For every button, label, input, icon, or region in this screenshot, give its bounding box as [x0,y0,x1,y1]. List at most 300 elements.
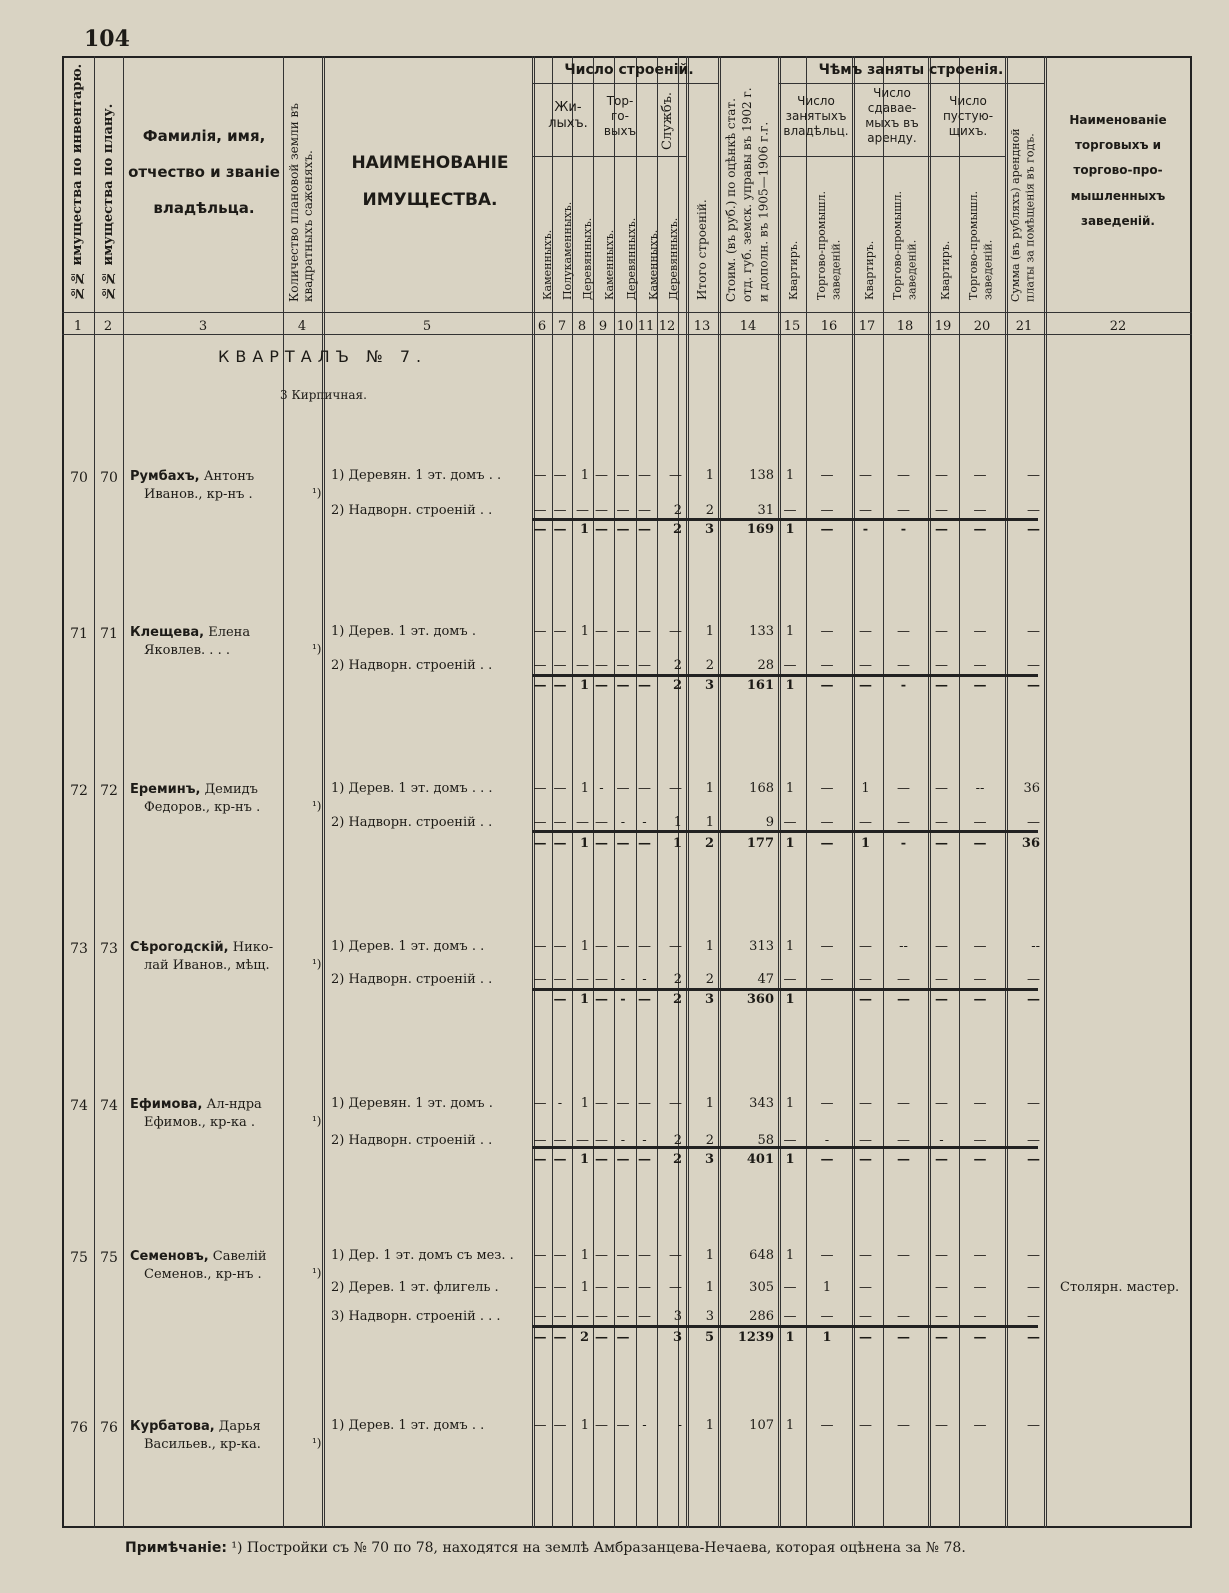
total-cell-c12: 2 [672,678,682,693]
row-cell-c6: — [533,658,547,673]
total-cell-c6: — [533,678,547,693]
column-number: 15 [783,319,801,334]
header-col22 [1046,108,1190,234]
row-cell-c8: — [576,658,589,673]
total-cell-c8: 1 [579,678,589,693]
total-cell-c8: 1 [579,1152,589,1167]
column-number: 11 [637,319,655,334]
land-note: ¹) [312,1436,322,1450]
establishment-name: Столярн. мастер. [1060,1280,1180,1295]
property-name: 2) Надворн. строеній . . [331,658,493,673]
header-col19: Квартиръ. [939,240,952,300]
row-cell-c17: — [859,939,872,954]
header-sub-empty-3: щихъ. [948,124,988,138]
header-sub-torgovykh-3: выхъ [603,124,637,138]
row-cell-c15: — [783,815,797,830]
row-cell-c17: 1 [861,781,870,796]
row-cell-c18: — [897,503,910,518]
column-number: 19 [934,319,952,334]
total-cell-c19: — [935,1152,948,1167]
row-cell-c14: 286 [749,1309,774,1324]
row-cell-c9: — [595,1418,608,1433]
row-cell-c14: 9 [765,815,774,830]
row-cell-c16: — [820,1248,834,1263]
header-col22-line3: торгово-про- [1073,163,1163,178]
row-cell-c12: 2 [673,972,682,987]
column-number: 20 [973,319,991,334]
row-cell-c10: — [616,1280,630,1295]
row-cell-c10: — [616,1309,630,1324]
row-cell-c10: — [616,658,630,673]
row-cell-c9: — [595,468,608,483]
row-cell-c10: - [620,972,626,987]
header-col5-line2: ИМУЩЕСТВА. [362,190,498,211]
row-cell-c18: — [897,658,910,673]
total-cell-c9: — [595,1330,608,1345]
header-col12: Деревянныхъ. [667,217,680,300]
owner-line1 [130,1418,261,1436]
total-cell-c15: 1 [785,1152,795,1167]
total-cell-c17: — [859,678,872,693]
header-sub-rented-2: сдавае- [867,101,917,115]
row-cell-c16: — [820,503,834,518]
total-cell-c13: 2 [704,836,714,851]
row-cell-c6: — [533,815,547,830]
total-cell-c17: — [859,1330,872,1345]
row-cell-c14: 107 [749,1418,774,1433]
row-cell-c14: 138 [749,468,774,483]
row-cell-c20: — [973,1133,987,1148]
column-number: 22 [1109,319,1127,334]
row-cell-c11: — [638,624,651,639]
row-cell-c16: — [820,781,834,796]
row-cell-c20: — [973,1096,987,1111]
total-cell-c17: — [859,1152,872,1167]
total-cell-c13: 3 [704,522,714,537]
row-cell-c8: 1 [580,781,589,796]
row-cell-c14: 305 [749,1280,774,1295]
row-cell-c12: - [677,1418,682,1433]
total-cell-c8: 2 [579,1330,589,1345]
header-sub-rented-3: мыхъ въ [865,116,919,130]
header-col20-line1: Торгово-промышл. [967,191,980,300]
column-number: 5 [422,319,432,334]
header-col18 [891,160,921,300]
total-cell-c16: — [820,678,834,693]
row-cell-c20: — [973,1309,987,1324]
row-cell-c19: — [935,1248,948,1263]
column-number: 1 [73,319,83,334]
row-cell-c13: 1 [705,1418,714,1433]
row-cell-c8: 1 [580,624,589,639]
row-cell-c13: 2 [705,1133,714,1148]
owner-line2: Яковлев. . . . [144,642,230,658]
owner-name-block [130,1418,261,1453]
header-sub-empty [930,94,1006,139]
row-cell-c20: — [973,624,987,639]
row-cell-c7: — [553,1248,567,1263]
header-sub-empty-2: пустую- [942,109,994,123]
row-cell-c18: — [897,1133,910,1148]
row-cell-c6: — [533,1248,547,1263]
row-cell-c17: — [859,624,872,639]
row-cell-c15: — [783,1280,797,1295]
owner-firstname: Ал-ндра [202,1097,262,1112]
row-cell-c15: — [783,972,797,987]
footnote-label: Примѣчаніе: [125,1540,227,1556]
row-cell-c15: — [783,503,797,518]
total-cell-c21: — [1027,1330,1040,1345]
total-cell-c15: 1 [785,992,795,1007]
row-cell-c17: — [859,972,872,987]
row-cell-c16: 1 [822,1280,832,1295]
row-cell-c6: — [533,972,547,987]
column-number: 9 [598,319,608,334]
total-cell-c8: 1 [579,836,589,851]
total-cell-c14: 1239 [737,1330,774,1345]
street-name: 3 Кирпичная. [280,388,367,402]
row-rule [532,674,1038,677]
total-cell-c18: — [897,1152,910,1167]
row-cell-c21: — [1027,1133,1040,1148]
owner-line2: лай Иванов., мѣщ. [144,957,270,973]
row-cell-c13: 2 [705,658,714,673]
row-cell-c11: — [638,1309,651,1324]
header-col22-line4: мышленныхъ [1070,188,1166,203]
owner-line1 [130,1248,267,1266]
row-cell-c8: 1 [580,468,589,483]
column-number: 13 [693,319,711,334]
row-cell-c17: — [859,1133,872,1148]
total-cell-c15: 1 [785,522,795,537]
row-cell-c18: — [897,781,910,796]
header-col22-line5: заведеній. [1080,213,1155,228]
row-cell-c21: — [1027,815,1040,830]
row-cell-c15: 1 [785,1418,795,1433]
total-cell-c20: — [973,522,987,537]
header-col5-line1: НАИМЕНОВАНІЕ [351,153,509,173]
row-cell-c7: — [553,624,567,639]
row-rule [778,83,1044,84]
total-cell-c15: 1 [785,678,795,693]
header-col4: Количество плановой земли въ квадратныхъ саженяхъ. [287,103,315,302]
property-name: 2) Надворн. строеній . . [331,503,493,518]
plan-number: 70 [100,470,118,486]
plan-number: 71 [100,626,118,642]
header-sub-sluzhb: Службъ. [660,91,675,150]
header-col5 [330,145,530,220]
row-cell-c16: — [820,1418,834,1433]
total-cell-c6: — [533,1330,547,1345]
header-sub-rented-4: аренду. [867,131,917,145]
row-cell-c20: — [973,1280,987,1295]
property-name: 1) Дерев. 1 эт. домъ . . [331,939,485,954]
header-col20 [967,160,997,300]
row-cell-c11: — [638,1280,651,1295]
row-cell-c18: — [897,1248,910,1263]
row-rule [532,1325,1038,1328]
column-number: 6 [537,319,547,334]
header-col6: Каменныхъ. [541,229,554,300]
row-cell-c11: — [638,1248,651,1263]
row-cell-c13: 1 [705,1280,714,1295]
total-cell-c10: — [616,1330,630,1345]
total-cell-c7: — [553,992,567,1007]
row-cell-c9: - [599,781,604,796]
row-cell-c6: — [533,939,547,954]
row-cell-c10: — [616,781,630,796]
total-cell-c14: 177 [746,836,774,851]
total-cell-c18: - [900,836,907,851]
total-cell-c7: — [553,522,567,537]
total-cell-c21: — [1027,992,1040,1007]
row-cell-c12: — [669,1096,682,1111]
plan-number: 73 [100,941,118,957]
total-cell-c16: 1 [822,1330,832,1345]
row-cell-c9: — [595,624,608,639]
row-cell-c7: — [553,1133,567,1148]
header-sub-torgovykh-2: го- [611,109,629,123]
column-number: 14 [739,319,757,334]
row-cell-c15: 1 [785,624,795,639]
header-col16-line2: заведеній. [829,239,843,300]
row-cell-c11: - [642,972,647,987]
header-col10: Деревянныхъ. [625,217,638,300]
row-cell-c20: -- [975,781,985,796]
row-cell-c7: — [553,1418,567,1433]
total-cell-c6: — [533,522,547,537]
row-cell-c21: — [1027,503,1040,518]
header-col18-line1: Торгово-промышл. [891,191,904,300]
total-cell-c15: 1 [785,836,795,851]
row-cell-c15: 1 [785,1096,795,1111]
header-col14-line1: Стоим. (въ руб.) по оцѣнкѣ стат. [724,98,738,302]
row-cell-c20: — [973,503,987,518]
total-cell-c18: — [897,1330,910,1345]
total-cell-c12: 3 [672,1330,682,1345]
row-cell-c20: — [973,1248,987,1263]
total-cell-c17: 1 [860,836,871,851]
column-number: 8 [577,319,587,334]
row-cell-c9: — [595,1133,608,1148]
total-cell-c9: — [595,992,608,1007]
header-col21-line2: платы за помѣщенія въ годъ. [1023,133,1037,302]
row-rule [778,156,1005,157]
row-cell-c8: 1 [580,1096,589,1111]
total-cell-c11: — [638,992,651,1007]
row-cell-c19: — [935,624,948,639]
row-cell-c21: — [1027,468,1040,483]
row-cell-c7: — [553,939,567,954]
row-cell-c7: - [557,1096,563,1111]
owner-name-block [130,468,254,503]
row-cell-c17: — [859,815,872,830]
row-cell-c13: 1 [705,468,714,483]
total-cell-c19: — [935,678,948,693]
header-col3-line2: отчество и званіе [128,163,280,181]
total-cell-c21: 36 [1021,836,1040,851]
column-number: 17 [858,319,876,334]
row-cell-c20: — [973,468,987,483]
header-sub-owner-1: Число [797,94,835,108]
total-cell-c16: — [820,1152,834,1167]
owner-name-block [130,1248,267,1283]
row-cell-c19: — [935,1096,948,1111]
row-cell-c8: — [576,972,589,987]
row-cell-c8: — [576,1133,589,1148]
row-cell-c8: 1 [580,1280,589,1295]
total-cell-c18: - [900,522,907,537]
row-cell-c9: — [595,658,608,673]
total-cell-c16: — [820,836,834,851]
total-cell-c11: — [638,1152,651,1167]
row-cell-c6: — [533,1280,547,1295]
row-cell-c18: — [897,468,910,483]
row-cell-c8: 1 [580,1248,589,1263]
total-cell-c14: 401 [746,1152,774,1167]
total-cell-c9: — [595,522,608,537]
row-cell-c12: 2 [673,503,682,518]
row-cell-c13: 3 [705,1309,714,1324]
header-col14 [723,64,773,302]
row-cell-c15: 1 [785,939,795,954]
row-cell-c10: — [616,939,630,954]
total-cell-c19: — [935,1330,948,1345]
header-col17: Квартиръ. [863,240,876,300]
row-cell-c12: 3 [673,1309,682,1324]
owner-firstname: Елена [204,625,251,640]
total-cell-c16: — [820,522,834,537]
header-col1: №№ имущества по инвентарю. [70,63,85,300]
owner-firstname: Нико- [228,940,274,955]
property-name: 1) Дерев. 1 эт. домъ . . . [331,781,493,796]
row-cell-c18: — [897,972,910,987]
header-col18-line2: заведеній. [905,239,919,300]
row-cell-c18: — [897,1418,910,1433]
owner-firstname: Дарья [214,1419,261,1434]
row-cell-c19: — [935,972,948,987]
row-cell-c10: — [616,624,630,639]
plan-number: 75 [100,1250,118,1266]
total-cell-c9: — [595,1152,608,1167]
property-name: 2) Надворн. строеній . . [331,1133,493,1148]
header-sub-zhilykh-1: Жи- [554,100,582,115]
row-cell-c9: — [595,1309,608,1324]
plan-number: 74 [100,1098,118,1114]
owner-line1 [130,468,254,486]
column-number: 21 [1015,319,1033,334]
row-rule [532,83,718,84]
row-cell-c14: 28 [757,658,774,673]
row-cell-c16: — [820,468,834,483]
row-cell-c19: — [935,1418,948,1433]
header-sub-zhilykh [538,100,598,133]
total-cell-c13: 3 [704,1152,714,1167]
owner-surname: Сѣрогодскій, [130,940,229,955]
row-cell-c21: — [1027,658,1040,673]
row-cell-c9: — [595,1248,608,1263]
row-cell-c10: — [616,1096,630,1111]
header-col3-line3: владѣльца. [153,199,255,217]
total-cell-c14: 161 [746,678,774,693]
row-cell-c11: — [638,781,651,796]
row-cell-c19: - [939,1133,944,1148]
row-rule [532,988,1038,991]
property-name: 1) Дер. 1 эт. домъ съ мез. . [331,1248,514,1263]
row-cell-c17: — [859,658,872,673]
header-sub-empty-1: Число [949,94,987,108]
row-cell-c17: — [859,503,872,518]
owner-surname: Румбахъ, [130,469,200,484]
total-cell-c10: - [620,992,626,1007]
row-cell-c6: — [533,503,547,518]
inventory-number: 72 [70,783,88,799]
row-cell-c7: — [553,781,567,796]
header-col13: Итого строеній. [695,199,709,300]
row-cell-c10: — [616,1248,630,1263]
row-cell-c11: - [642,815,647,830]
row-cell-c17: — [859,468,872,483]
row-rule [532,830,1038,833]
row-cell-c20: — [973,815,987,830]
header-col3 [128,118,280,226]
total-cell-c18: — [897,992,910,1007]
row-cell-c21: — [1027,972,1040,987]
row-cell-c9: — [595,939,608,954]
row-cell-c10: - [620,1133,626,1148]
row-cell-c15: 1 [785,468,795,483]
owner-firstname: Антонъ [199,469,255,484]
row-cell-c18: — [897,624,910,639]
total-cell-c6: — [533,836,547,851]
row-cell-c8: 1 [580,1418,589,1433]
row-cell-c16: — [820,815,834,830]
row-cell-c20: — [973,939,987,954]
total-cell-c21: — [1027,678,1040,693]
header-sub-torgovykh [598,94,642,139]
inventory-number: 73 [70,941,88,957]
column-rule [283,56,284,1528]
total-cell-c10: — [616,678,630,693]
row-cell-c15: — [783,1133,797,1148]
row-cell-c15: — [783,1309,797,1324]
row-cell-c9: — [595,1280,608,1295]
total-cell-c7: — [553,678,567,693]
row-cell-c11: — [638,658,651,673]
total-cell-c19: — [935,992,948,1007]
column-number: 2 [103,319,113,334]
row-cell-c17: — [859,1280,872,1295]
header-col14-line3: и дополн. въ 1905—1906 г.г. [756,121,771,302]
header-col9: Каменныхъ. [603,229,616,300]
total-cell-c12: 1 [672,836,682,851]
total-cell-c6: — [533,1152,547,1167]
row-cell-c13: 1 [705,815,714,830]
total-cell-c20: — [973,1152,987,1167]
header-sub-rented [854,86,930,146]
row-cell-c7: — [553,468,567,483]
row-cell-c16: — [820,1309,834,1324]
owner-firstname: Демидъ [200,782,258,797]
row-cell-c11: - [642,1418,647,1433]
row-cell-c19: — [935,658,948,673]
row-cell-c13: 1 [705,939,714,954]
row-cell-c7: — [553,658,567,673]
owner-surname: Клещева, [130,625,205,640]
row-cell-c12: — [669,1248,682,1263]
row-cell-c12: 2 [673,1133,682,1148]
row-cell-c13: 1 [705,624,714,639]
